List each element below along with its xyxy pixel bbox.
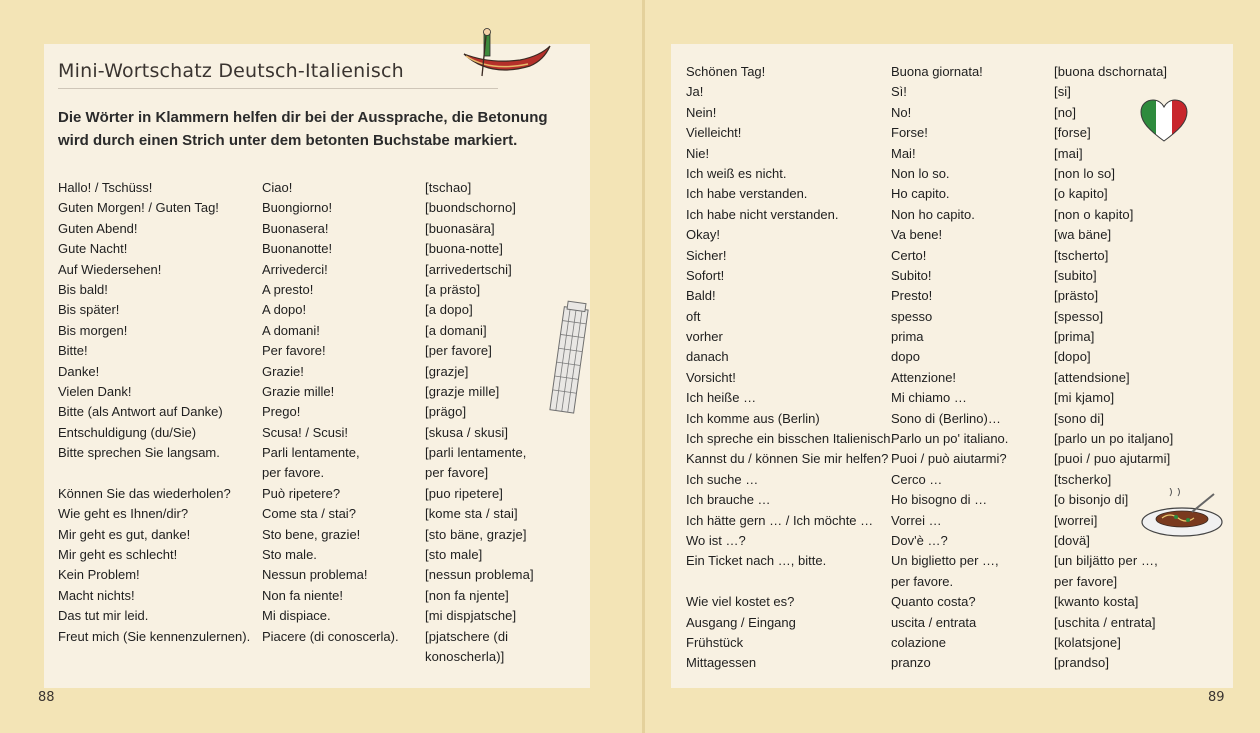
- italian-phrase: Scusa! / Scusi!: [262, 424, 348, 440]
- pronunciation: [uschita / entrata]: [1054, 614, 1156, 630]
- pronunciation: [skusa / skusi]: [425, 424, 509, 440]
- german-phrase: Sicher!: [686, 247, 727, 263]
- german-phrase: Macht nichts!: [58, 587, 135, 603]
- spaghetti-plate-icon: [1140, 488, 1230, 544]
- pronunciation: [attendsione]: [1054, 369, 1130, 385]
- pronunciation: [non o kapito]: [1054, 206, 1134, 222]
- italian-phrase: Grazie!: [262, 363, 304, 379]
- pronunciation: [mi kjamo]: [1054, 390, 1115, 406]
- german-phrase: Bis später!: [58, 302, 120, 318]
- italian-phrase: Un biglietto per …, per favore.: [891, 553, 999, 589]
- german-phrase: Nie!: [686, 145, 710, 161]
- german-phrase: Schönen Tag!: [686, 64, 766, 79]
- pronunciation: [no]: [1054, 104, 1077, 120]
- page-number-left: 88: [38, 690, 55, 705]
- german-phrase: Ich weiß es nicht.: [686, 165, 787, 181]
- italian-phrase: Certo!: [891, 247, 927, 263]
- german-phrase: Mir geht es schlecht!: [58, 547, 178, 563]
- pronunciation: [kolatsjone]: [1054, 634, 1121, 650]
- german-phrase: Danke!: [58, 363, 100, 379]
- italian-phrase: Presto!: [891, 288, 933, 304]
- left-content-panel: [44, 44, 590, 688]
- italian-phrase: Subito!: [891, 267, 932, 283]
- german-phrase: Mir geht es gut, danke!: [58, 526, 191, 542]
- italian-phrase: Arrivederci!: [262, 261, 328, 277]
- page-title: Mini-Wortschatz Deutsch-Italienisch: [58, 60, 404, 82]
- german-phrase: Bald!: [686, 288, 716, 304]
- italian-phrase: Per favore!: [262, 343, 326, 359]
- italian-phrase: A dopo!: [262, 302, 307, 318]
- italian-phrase: Buongiorno!: [262, 200, 333, 216]
- german-phrase: Bitte (als Antwort auf Danke): [58, 404, 223, 420]
- pronunciation: [prästo]: [1054, 288, 1099, 304]
- german-phrase: Ich brauche …: [686, 492, 771, 508]
- german-phrase: Das tut mir leid.: [58, 608, 149, 624]
- italian-phrase: Parlo un po' italiano.: [891, 431, 1009, 447]
- italian-phrase: Mi chiamo …: [891, 390, 967, 406]
- german-phrase: Bitte sprechen Sie langsam.: [58, 445, 220, 461]
- german-phrase: Ein Ticket nach …, bitte.: [686, 553, 827, 569]
- german-phrase: Können Sie das wiederholen?: [58, 485, 231, 501]
- german-phrase: Bis bald!: [58, 281, 108, 297]
- pronunciation: [pjatschere (di konoscherla)]: [425, 628, 509, 665]
- italian-phrase: pranzo: [891, 655, 931, 671]
- pronunciation: [subito]: [1054, 267, 1097, 283]
- italian-phrase: Parli lentamente, per favore.: [262, 445, 360, 481]
- italian-phrase: uscita / entrata: [891, 614, 977, 630]
- pronunciation: [parli lentamente, per favore]: [425, 445, 527, 481]
- pronunciation: [prima]: [1054, 329, 1095, 345]
- pronunciation: [a prästo]: [425, 281, 481, 297]
- intro-text: Die Wörter in Klammern helfen dir bei der Aussprache, die Betonung wird durch einen Strich unter dem betonten Buchstabe markiert.: [58, 109, 548, 149]
- italian-phrase: Ho bisogno di …: [891, 492, 988, 508]
- pronunciation: [tscherko]: [1054, 471, 1112, 487]
- german-phrase: Ja!: [686, 84, 704, 100]
- german-phrase: Ich komme aus (Berlin): [686, 410, 820, 426]
- italian-phrase: Nessun problema!: [262, 567, 368, 583]
- italian-phrase: Non fa niente!: [262, 587, 343, 603]
- title-underline: [58, 88, 498, 89]
- italian-phrase: Prego!: [262, 404, 301, 420]
- italian-phrase: A domani!: [262, 322, 320, 338]
- german-phrase: Ich hätte gern … / Ich möchte …: [686, 512, 874, 528]
- pronunciation: [kome sta / stai]: [425, 506, 518, 522]
- italian-phrase: Buonanotte!: [262, 241, 333, 257]
- german-phrase: Kannst du / können Sie mir helfen?: [686, 451, 889, 467]
- pronunciation: [a dopo]: [425, 302, 473, 318]
- german-phrase: Mittagessen: [686, 655, 757, 671]
- italian-phrase: Dov'è …?: [891, 532, 948, 548]
- pronunciation: [sto male]: [425, 547, 483, 563]
- pronunciation: [buondschorno]: [425, 200, 517, 216]
- italian-phrase: Puoi / può aiutarmi?: [891, 451, 1007, 467]
- italian-phrase: spesso: [891, 308, 933, 324]
- pronunciation: [puoi / puo ajutarmi]: [1054, 451, 1171, 467]
- italian-phrase: Mai!: [891, 145, 916, 161]
- pronunciation: [kwanto kosta]: [1054, 594, 1139, 610]
- pronunciation: [mi dispjatsche]: [425, 608, 517, 624]
- pronunciation: [a domani]: [425, 322, 487, 338]
- italian-phrase: Non ho capito.: [891, 206, 975, 222]
- pronunciation: [prägo]: [425, 404, 467, 420]
- pronunciation: [grazje]: [425, 363, 469, 379]
- german-phrase: Guten Morgen! / Guten Tag!: [58, 200, 219, 216]
- italian-phrase: Grazie mille!: [262, 383, 335, 399]
- german-phrase: Ich habe nicht verstanden.: [686, 206, 839, 222]
- italian-phrase: Ho capito.: [891, 186, 950, 202]
- pronunciation: [tscherto]: [1054, 247, 1109, 263]
- german-phrase: Auf Wiedersehen!: [58, 261, 162, 277]
- italian-phrase: Sto male.: [262, 547, 317, 563]
- german-phrase: Ich suche …: [686, 471, 759, 487]
- german-phrase: Vielleicht!: [686, 125, 742, 141]
- german-phrase: Nein!: [686, 104, 717, 120]
- german-phrase: Wo ist …?: [686, 532, 746, 548]
- german-phrase: danach: [686, 349, 729, 365]
- italian-phrase: Quanto costa?: [891, 594, 976, 610]
- german-phrase: Frühstück: [686, 634, 744, 650]
- german-phrase: Hallo! / Tschüss!: [58, 180, 153, 195]
- pronunciation: [buona dschornata]: [1054, 64, 1168, 79]
- page-number-right: 89: [1208, 690, 1225, 705]
- leaning-tower-icon: [545, 300, 595, 418]
- pronunciation: [buona-notte]: [425, 241, 503, 257]
- pronunciation: [spesso]: [1054, 308, 1104, 324]
- pronunciation: [non fa njente]: [425, 587, 509, 603]
- german-phrase: oft: [686, 308, 701, 324]
- german-phrase: Ich heiße …: [686, 390, 757, 406]
- german-phrase: Ich habe verstanden.: [686, 186, 808, 202]
- german-phrase: vorher: [686, 329, 723, 345]
- german-phrase: Ausgang / Eingang: [686, 614, 796, 630]
- italian-phrase: Attenzione!: [891, 369, 957, 385]
- pronunciation: [o kapito]: [1054, 186, 1108, 202]
- italian-phrase: Può ripetere?: [262, 485, 341, 501]
- italian-phrase: A presto!: [262, 281, 314, 297]
- german-phrase: Entschuldigung (du/Sie): [58, 424, 197, 440]
- italian-phrase: Ciao!: [262, 180, 293, 195]
- pronunciation: [dopo]: [1054, 349, 1091, 365]
- italy-heart-icon: [1139, 98, 1189, 144]
- italian-phrase: No!: [891, 104, 912, 120]
- pronunciation: [worrei]: [1054, 512, 1098, 528]
- italian-phrase: Non lo so.: [891, 165, 950, 181]
- italian-phrase: Sto bene, grazie!: [262, 526, 361, 542]
- pronunciation: [tschao]: [425, 180, 472, 195]
- italian-phrase: colazione: [891, 634, 946, 650]
- italian-phrase: Cerco …: [891, 471, 943, 487]
- german-phrase: Gute Nacht!: [58, 241, 128, 257]
- german-phrase: Sofort!: [686, 267, 725, 283]
- pronunciation: [wa bäne]: [1054, 227, 1112, 243]
- italian-phrase: Vorrei …: [891, 512, 942, 528]
- italian-phrase: Sono di (Berlino)…: [891, 410, 1001, 426]
- pronunciation: [sto bäne, grazje]: [425, 526, 527, 542]
- italian-phrase: Sì!: [891, 84, 907, 100]
- german-phrase: Okay!: [686, 227, 720, 243]
- german-phrase: Wie geht es Ihnen/dir?: [58, 506, 189, 522]
- pronunciation: [si]: [1054, 84, 1072, 100]
- italian-phrase: Piacere (di conoscerla).: [262, 628, 399, 644]
- german-phrase: Guten Abend!: [58, 220, 138, 236]
- german-phrase: Vorsicht!: [686, 369, 736, 385]
- italian-phrase: Mi dispiace.: [262, 608, 331, 624]
- german-phrase: Kein Problem!: [58, 567, 140, 583]
- pronunciation: [per favore]: [425, 343, 492, 359]
- italian-phrase: Come sta / stai?: [262, 506, 356, 522]
- italian-phrase: Forse!: [891, 125, 928, 141]
- pronunciation: [puo ripetere]: [425, 485, 504, 501]
- italian-phrase: Buonasera!: [262, 220, 329, 236]
- pronunciation: [sono di]: [1054, 410, 1105, 426]
- pronunciation: [mai]: [1054, 145, 1083, 161]
- pronunciation: [nessun problema]: [425, 567, 534, 583]
- pronunciation: [o bisonjo di]: [1054, 492, 1129, 508]
- pronunciation: [forse]: [1054, 125, 1091, 141]
- pronunciation: [parlo un po italjano]: [1054, 431, 1174, 447]
- pronunciation: [buonasära]: [425, 220, 495, 236]
- german-phrase: Bitte!: [58, 343, 88, 359]
- pronunciation: [prandso]: [1054, 655, 1110, 671]
- italian-phrase: Va bene!: [891, 227, 943, 243]
- gondola-icon: [460, 26, 552, 82]
- pronunciation: [un biljätto per …, per favore]: [1054, 553, 1158, 589]
- pronunciation: [grazje mille]: [425, 383, 500, 399]
- german-phrase: Bis morgen!: [58, 322, 128, 338]
- right-page: [645, 0, 1260, 733]
- german-phrase: Wie viel kostet es?: [686, 594, 795, 610]
- italian-phrase: prima: [891, 329, 924, 345]
- pronunciation: [dovä]: [1054, 532, 1091, 548]
- german-phrase: Freut mich (Sie kennenzulernen).: [58, 628, 251, 644]
- italian-phrase: dopo: [891, 349, 920, 365]
- pronunciation: [arrivedertschi]: [425, 261, 512, 277]
- german-phrase: Vielen Dank!: [58, 383, 132, 399]
- german-phrase: Ich spreche ein bisschen Italienisch.: [686, 431, 895, 447]
- pronunciation: [non lo so]: [1054, 165, 1116, 181]
- italian-phrase: Buona giornata!: [891, 64, 983, 79]
